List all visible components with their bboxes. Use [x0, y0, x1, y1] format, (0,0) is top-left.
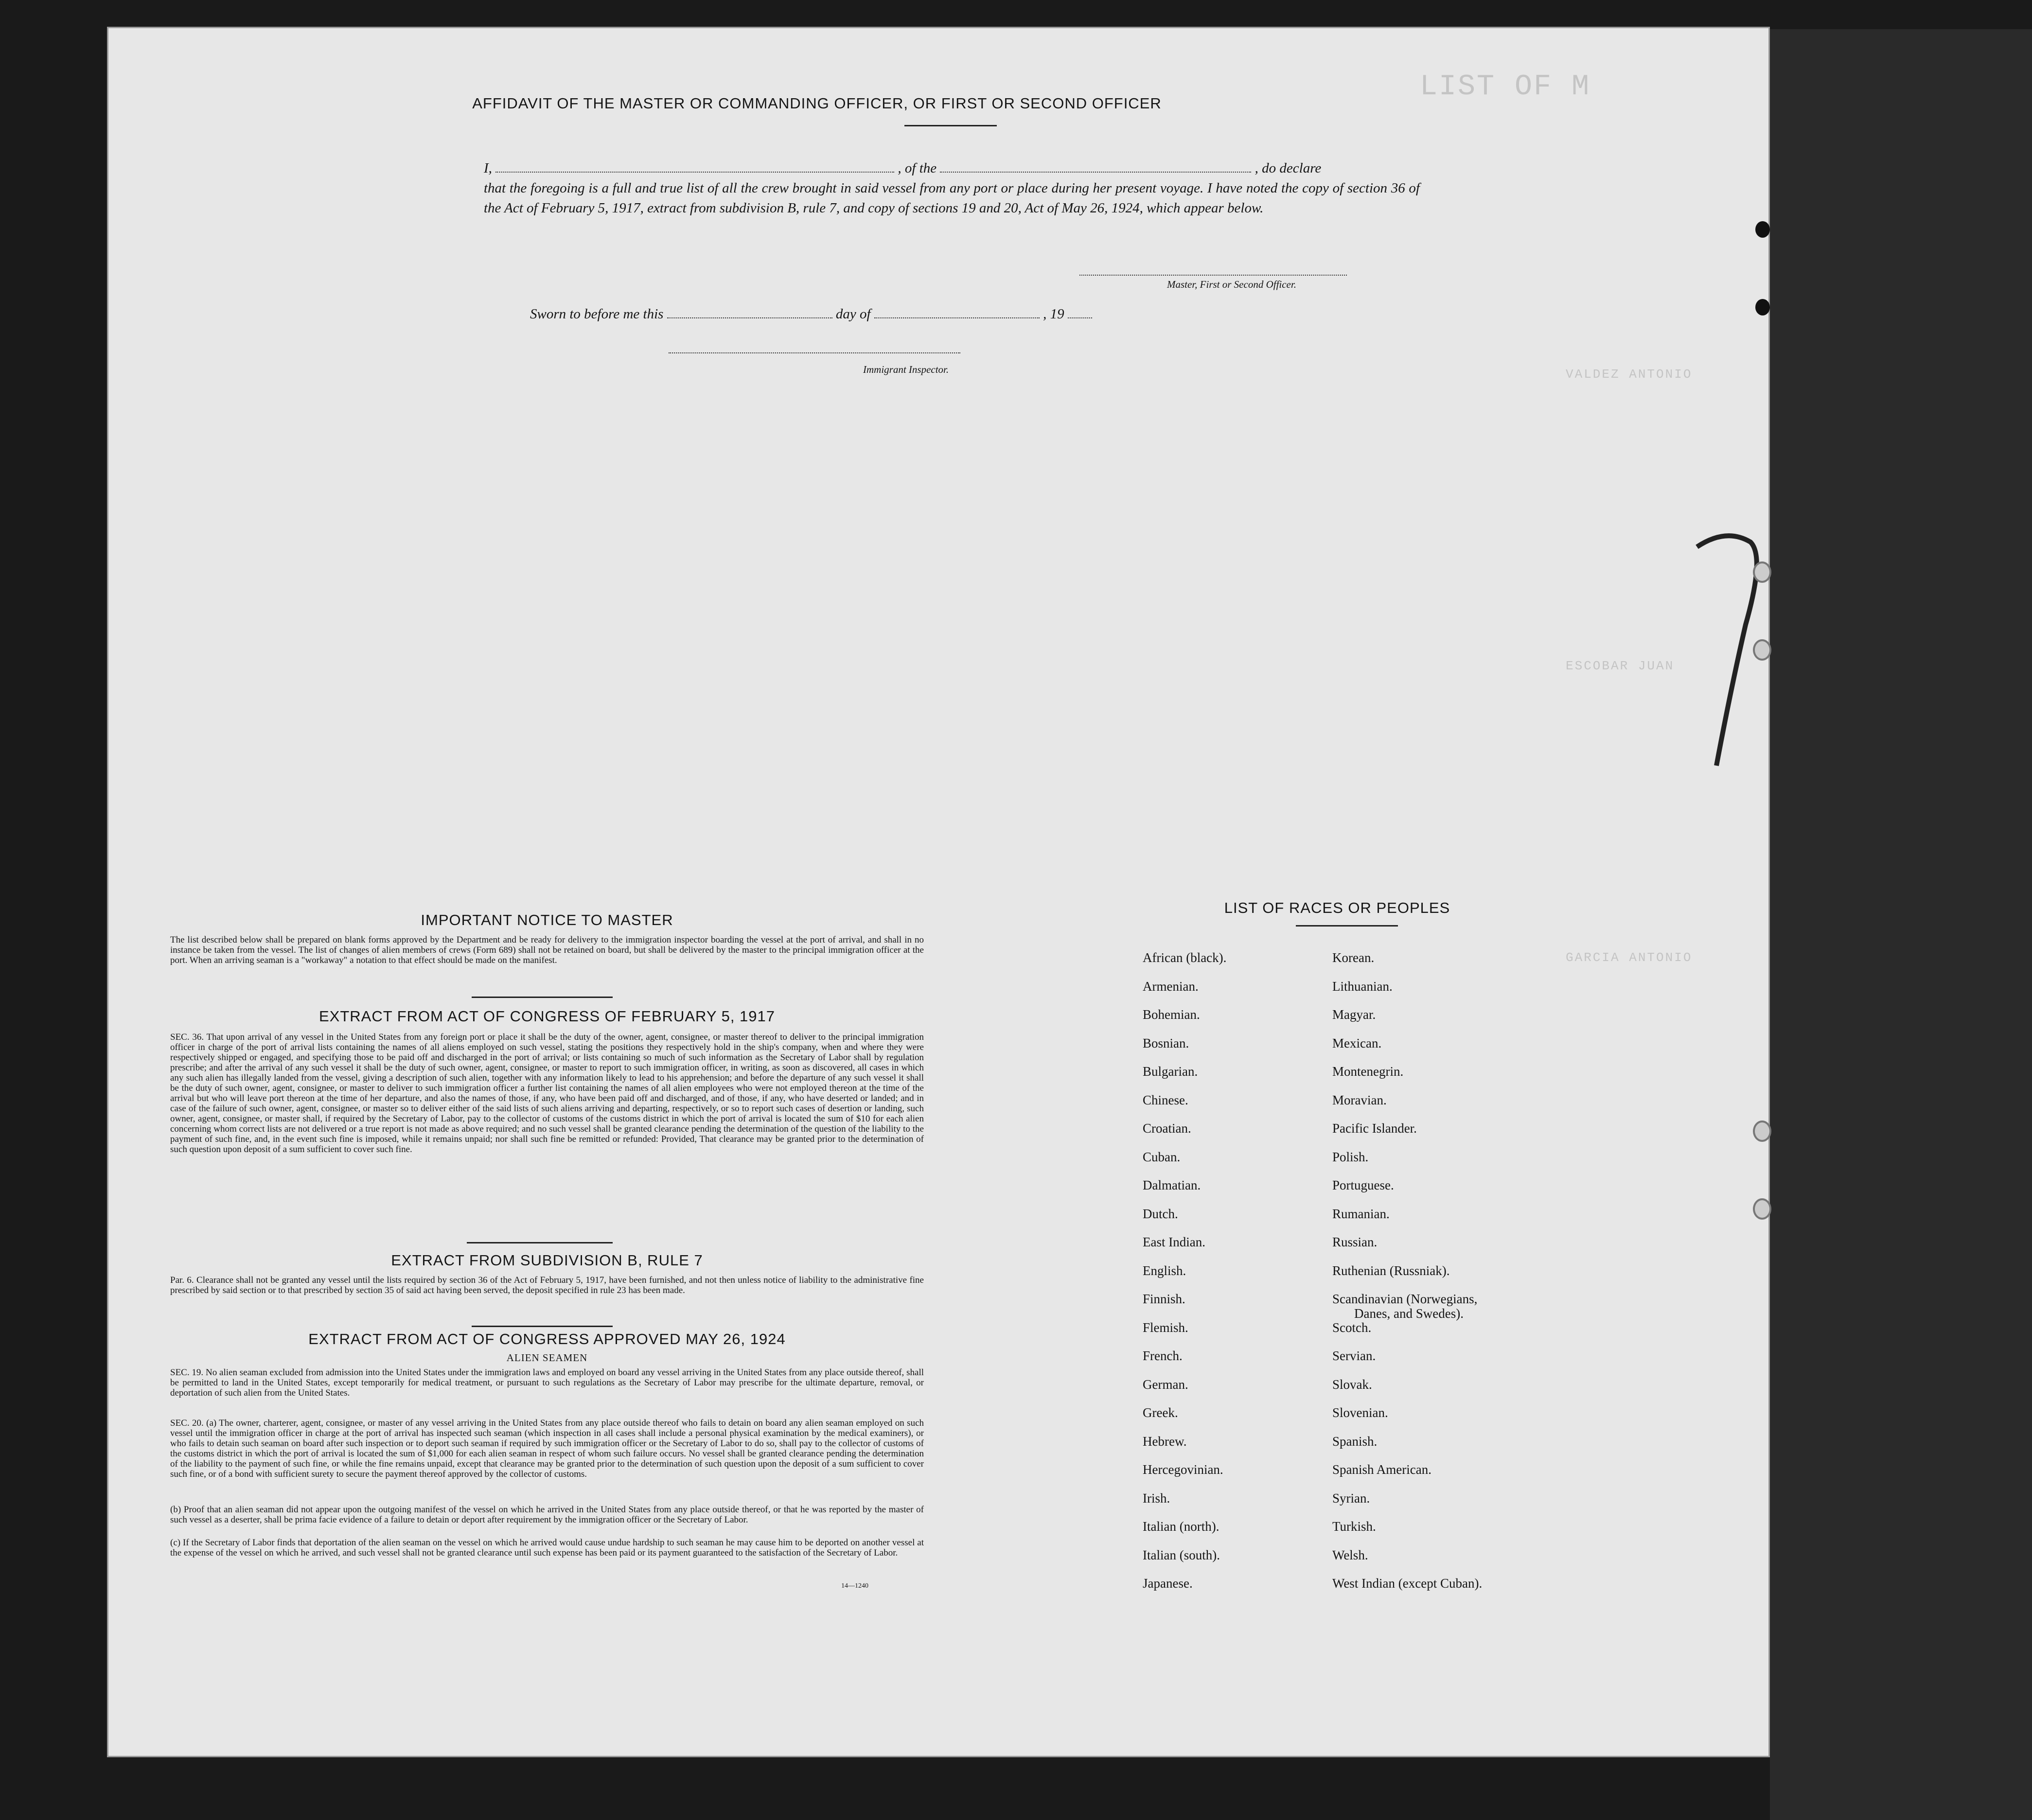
race-item: Spanish American.: [1332, 1462, 1431, 1477]
punch-hole-ring: [1753, 1120, 1771, 1142]
bleed-through-text: LIST OF M: [1420, 70, 1591, 104]
race-item: Mexican.: [1332, 1035, 1382, 1050]
sworn-year-field[interactable]: [1068, 304, 1092, 318]
section-19-text: SEC. 19. No alien seaman excluded from admission into the United States under the immigration laws and employed on board any vessel arriving in the United States from any place outside thereof, shall be permitted to land in the United States, except temporarily for medical treatment, or pursuant to such regulations as the Secretary of Labor may prescribe for the ultimate departure, removal, or deportation of such alien from the United States.: [170, 1367, 924, 1398]
race-item: Greek.: [1143, 1405, 1178, 1420]
race-item: Bohemian.: [1143, 1007, 1200, 1022]
races-title: LIST OF RACES OR PEOPLES: [1224, 899, 1450, 916]
declaration-of-the: , of the: [898, 160, 937, 176]
race-item: Hercegovinian.: [1143, 1462, 1223, 1477]
race-item: Korean.: [1332, 950, 1375, 965]
alien-seamen-subtitle: ALIEN SEAMEN: [506, 1352, 588, 1364]
race-item: Moravian.: [1332, 1092, 1387, 1107]
scan-dark-margin: [1770, 29, 2032, 1820]
divider: [1296, 925, 1398, 927]
race-item: Flemish.: [1143, 1320, 1188, 1335]
inspector-signature-field[interactable]: [669, 352, 960, 353]
divider: [467, 1242, 613, 1243]
declaration-i: I,: [484, 160, 492, 176]
race-item: Japanese.: [1143, 1576, 1193, 1591]
race-item: Montenegrin.: [1332, 1064, 1404, 1079]
declaration-body: that the foregoing is a full and true list of all the crew brought in said vessel from any port or place during her present voyage. I have noted the copy of section 36 of the Act of February 5, 1917, extract from subdivision B, rule 7, and copy of sections 19 and 20, Act of May 26, 1924, which appear below.: [484, 180, 1420, 216]
master-signature-caption: Master, First or Second Officer.: [1167, 279, 1296, 290]
race-item: Pacific Islander.: [1332, 1121, 1417, 1136]
race-item: Armenian.: [1143, 979, 1199, 994]
rule-7-text: Par. 6. Clearance shall not be granted any vessel until the lists required by section 36 of the Act of February 5, 1917, have been furnished, and not then unless notice of liability to the administrative fine prescribed by said section or to that prescribed by section 35 of said act having been served, the deposit specified in rule 23 has been made.: [170, 1275, 924, 1295]
race-item: Servian.: [1332, 1348, 1376, 1363]
sworn-month-field[interactable]: [874, 304, 1040, 318]
race-item: Portuguese.: [1332, 1178, 1394, 1192]
race-item: Syrian.: [1332, 1490, 1370, 1505]
punch-hole-ring: [1753, 561, 1771, 583]
race-item: English.: [1143, 1263, 1186, 1278]
race-item: Ruthenian (Russniak).: [1332, 1263, 1450, 1278]
extract-1917-title: EXTRACT FROM ACT OF CONGRESS OF FEBRUARY 5, 1917: [318, 1008, 776, 1025]
race-item: Danes, and Swedes).: [1354, 1306, 1464, 1321]
race-item: Dalmatian.: [1143, 1178, 1201, 1192]
race-item: West Indian (except Cuban).: [1332, 1576, 1483, 1591]
race-item: Italian (south).: [1143, 1547, 1220, 1562]
inspector-caption: Immigrant Inspector.: [863, 364, 949, 375]
race-item: Polish.: [1332, 1149, 1369, 1164]
master-signature-field[interactable]: [1079, 275, 1347, 276]
sworn-year-prefix: , 19: [1043, 306, 1064, 322]
declaration-do-declare: , do declare: [1255, 160, 1322, 176]
race-item: Chinese.: [1143, 1092, 1188, 1107]
extract-1924-title: EXTRACT FROM ACT OF CONGRESS APPROVED MAY 26, 1924: [308, 1330, 786, 1348]
race-item: Russian.: [1332, 1235, 1378, 1249]
declaration-line: [484, 158, 1529, 176]
race-item: Bulgarian.: [1143, 1064, 1198, 1079]
affidavit-title: AFFIDAVIT OF THE MASTER OR COMMANDING OFFICER, OR FIRST OR SECOND OFFICER: [472, 95, 1162, 112]
race-item: Croatian.: [1143, 1121, 1191, 1136]
document-page: [107, 27, 1770, 1757]
race-item: Rumanian.: [1332, 1206, 1390, 1221]
race-item: Dutch.: [1143, 1206, 1178, 1221]
notice-text: The list described below shall be prepared on blank forms approved by the Department and be ready for delivery to the immigration inspector boarding the vessel at the port of arrival, and shall in no instance be taken from the vessel. The list of changes of alien members of crews (Form 689) shall not be retained on board, but shall be delivered by the master to the principal immigration officer at the port. When an arriving seaman is a "workaway" a notation to that effect should be made on the manifest.: [170, 935, 924, 965]
sworn-day-field[interactable]: [667, 304, 832, 318]
bleed-through-text: VALDEZ ANTONIO: [1566, 367, 1693, 382]
race-item: Spanish.: [1332, 1434, 1378, 1449]
race-item: German.: [1143, 1377, 1188, 1392]
race-item: Hebrew.: [1143, 1434, 1187, 1449]
race-item: East Indian.: [1143, 1235, 1205, 1249]
vessel-name-field[interactable]: [940, 158, 1251, 173]
sworn-day-of: day of: [835, 306, 871, 322]
race-item: Finnish.: [1143, 1292, 1185, 1306]
race-item: Welsh.: [1332, 1547, 1368, 1562]
section-20b-text: (b) Proof that an alien seaman did not appear upon the outgoing manifest of the vessel on which he arrived in the United States from any place outside thereof, or that he was reported by the master of such vessel as a deserter, shall be prima facie evidence of a failure to detain or deport after requirement by the immigration officer or the Secretary of Labor.: [170, 1505, 924, 1525]
punch-hole-ring: [1753, 639, 1771, 661]
race-item: Turkish.: [1332, 1519, 1376, 1534]
race-item: Slovenian.: [1332, 1405, 1388, 1420]
bleed-through-text: ESCOBAR JUAN: [1566, 659, 1675, 673]
bleed-through-text: GARCIA ANTONIO: [1566, 950, 1693, 965]
section-20c-text: (c) If the Secretary of Labor finds that deportation of the alien seaman on the vessel on which he arrived would cause undue hardship to such seaman he may cause him to be deported on another vessel at the expense of the vessel on which he arrived, and such vessel shall not be granted clearance until such expense has been paid or its payment guaranteed to the satisfaction of the Secretary of Labor.: [170, 1538, 924, 1558]
form-number: 14—1240: [841, 1582, 868, 1590]
race-item: Scotch.: [1332, 1320, 1372, 1335]
punch-hole: [1755, 299, 1770, 315]
divider: [472, 997, 613, 998]
race-item: Slovak.: [1332, 1377, 1372, 1392]
section-20a-text: SEC. 20. (a) The owner, charterer, agent, consignee, or master of any vessel arriving in the United States from any place outside thereof who fails to detain on board any alien seaman employed on such vessel until the immigration officer in charge at the port of arrival has inspected such seaman (which inspection in all cases shall include a personal physical examination by the medical examiners), or who fails to detain such seaman on board after such inspection or to deport such seaman if required by such immigration officer or the Secretary of Labor to do so, shall pay to the collector of customs of the customs district in which the port of arrival is located the sum of $1,000 for each alien seaman in respect of whom such failure occurs. No vessel shall be granted clearance pending the determination of the liability to the payment of such fine, or while the fine remains unpaid, except that clearance may be granted prior to the determination of such question upon the deposit of a sum sufficient to cover such fine, or of a bond with sufficient surety to secure the payment thereof approved by the collector of customs.: [170, 1418, 924, 1479]
sworn-line: [530, 304, 1308, 322]
race-item: Irish.: [1143, 1490, 1170, 1505]
race-item: Bosnian.: [1143, 1035, 1189, 1050]
race-item: French.: [1143, 1348, 1183, 1363]
title-underline: [904, 125, 997, 126]
race-item: African (black).: [1143, 950, 1227, 965]
race-item: Magyar.: [1332, 1007, 1376, 1022]
race-item: Lithuanian.: [1332, 979, 1393, 994]
race-item: Cuban.: [1143, 1149, 1181, 1164]
punch-hole-ring: [1753, 1198, 1771, 1220]
punch-hole: [1755, 221, 1770, 238]
extract-1917-text: SEC. 36. That upon arrival of any vessel in the United States from any foreign port or place it shall be the duty of the owner, agent, consignee, or master thereof to deliver to the principal immigration officer in charge of the port of arrival lists containing the names of all aliens employed on such vessel, stating the positions they respectively hold in the ship's company, when and where they were respectively shipped or engaged, and specifying those to be paid off and discharged in the port of arrival; or lists containing so much of such information as the Secretary of Labor shall by regulation prescribe; and after the arrival of any such vessel it shall be the duty of such owner, agent, consignee, or master to report to such immigration officer, in writing, as soon as discovered, all cases in which any such alien has illegally landed from the vessel, giving a description of such alien, together with any information likely to lead to his apprehension; and before the departure of any such vessel it shall be the duty of such owner, agent, consignee, or master to deliver to such immigration officer a further list containing the names of all alien employees who were not employed thereon at the time of the arrival but who will leave port thereon at the time of her departure, and also the names of those, if any, who have been paid off and discharged, and of those, if any, who have deserted or landed; and in case of the failure of such owner, agent, consignee, or master so to deliver either of the said lists of such aliens arriving and departing, respectively, or so to report such cases of desertion or landing, such owner, agent, consignee, or master shall, if required by the Secretary of Labor, pay to the collector of customs of the customs district in which the port of arrival is located the sum of $10 for each alien concerning whom correct lists are not delivered or a true report is not made as above required; and no such vessel shall be granted clearance pending the determination of the question of the liability to the payment of such fine, and, in the event such fine is imposed, while it remains unpaid; nor shall such fine be remitted or refunded: Provided, That clearance may be granted prior to the determination of such question upon deposit of a sum sufficient to cover such fine.: [170, 1032, 924, 1155]
divider: [472, 1326, 613, 1327]
notice-title: IMPORTANT NOTICE TO MASTER: [421, 911, 673, 928]
race-item: Scandinavian (Norwegians,: [1332, 1292, 1478, 1306]
officer-name-field[interactable]: [495, 158, 894, 173]
sworn-text: Sworn to before me this: [530, 306, 664, 322]
rule-7-title: EXTRACT FROM SUBDIVISION B, RULE 7: [391, 1252, 703, 1269]
race-item: Italian (north).: [1143, 1519, 1219, 1534]
